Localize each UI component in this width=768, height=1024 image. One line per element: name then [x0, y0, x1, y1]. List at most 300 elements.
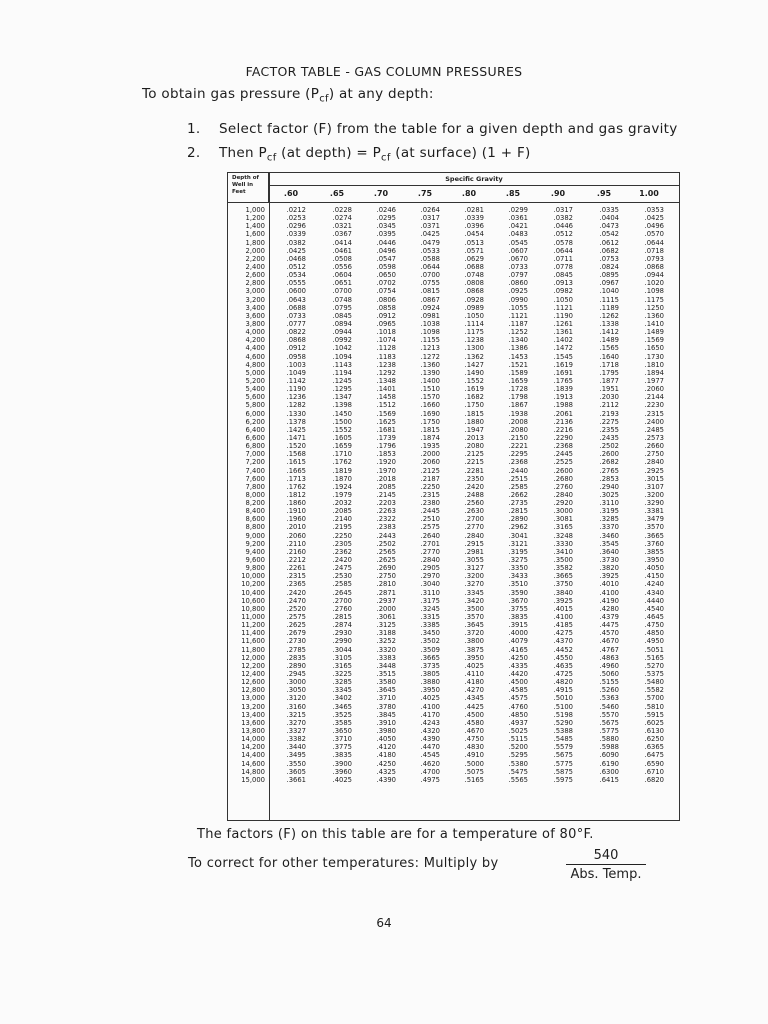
factor-cell: .0682 [599, 246, 619, 255]
factor-cell: .0547 [376, 254, 396, 263]
depth-cell: 14,800 [241, 767, 265, 776]
depth-cell: 6,600 [245, 433, 265, 442]
table-row [228, 206, 679, 214]
factor-cell: .2125 [420, 466, 440, 475]
factor-cell: .3195 [508, 547, 528, 556]
column-header: .85 [505, 189, 521, 198]
table-body [228, 206, 679, 784]
factor-cell: .1003 [286, 360, 306, 369]
factor-cell: .3345 [332, 686, 352, 695]
factor-cell: .3570 [644, 523, 664, 532]
factor-cell: .4180 [376, 751, 396, 760]
factor-cell: .1450 [332, 409, 352, 418]
factor-cell: .2905 [420, 564, 440, 573]
factor-cell: .0860 [508, 279, 528, 288]
factor-cell: .0421 [508, 222, 528, 231]
factor-cell: .3550 [286, 759, 306, 768]
factor-cell: .0253 [286, 214, 306, 223]
factor-cell: .2193 [599, 409, 619, 418]
factor-cell: .4050 [644, 564, 664, 573]
factor-cell: .1042 [332, 344, 352, 353]
factor-cell: .0496 [644, 222, 664, 231]
factor-cell: .0990 [508, 295, 528, 304]
depth-cell: 12,800 [241, 686, 265, 695]
factor-cell: .1189 [599, 303, 619, 312]
factor-cell: .0797 [508, 271, 528, 280]
table-row [228, 279, 679, 287]
factor-cell: .3735 [420, 661, 440, 670]
factor-cell: .3081 [553, 515, 573, 524]
intro-text: To obtain gas pressure $(P_{cf})$ at any depth: [142, 86, 434, 105]
factor-cell: .0571 [464, 246, 484, 255]
factor-cell: .1762 [286, 482, 306, 491]
factor-cell: .0264 [420, 206, 440, 214]
factor-cell: .5165 [464, 775, 484, 784]
factor-cell: .2770 [464, 523, 484, 532]
factor-cell: .1338 [599, 319, 619, 328]
factor-cell: .4100 [553, 613, 573, 622]
factor-cell: .2640 [420, 531, 440, 540]
factor-cell: .3320 [376, 645, 396, 654]
factor-cell: .4500 [464, 710, 484, 719]
factor-cell: .1625 [376, 417, 396, 426]
factor-cell: .5075 [464, 767, 484, 776]
factor-cell: .2420 [332, 556, 352, 565]
factor-cell: .1121 [553, 303, 573, 312]
factor-cell: .5295 [508, 751, 528, 760]
factor-cell: .4540 [644, 604, 664, 613]
factor-cell: .2770 [420, 547, 440, 556]
factor-cell: .3665 [644, 531, 664, 540]
factor-cell: .3370 [599, 523, 619, 532]
specific-gravity-header: Specific Gravity [445, 175, 503, 183]
factor-cell: .5025 [508, 727, 528, 735]
factor-cell: .1490 [464, 368, 484, 377]
factor-cell: .5579 [553, 743, 573, 752]
factor-cell: .3127 [464, 564, 484, 573]
factor-cell: .3245 [420, 604, 440, 613]
factor-cell: .3433 [508, 572, 528, 581]
factor-cell: .3465 [332, 702, 352, 711]
factor-cell: .3285 [599, 515, 619, 524]
column-header: .95 [596, 189, 612, 198]
factor-cell: .4550 [553, 653, 573, 662]
factor-cell: .5200 [508, 743, 528, 752]
factor-cell: .0644 [644, 238, 664, 247]
factor-cell: .1194 [332, 368, 352, 377]
factor-cell: .3270 [286, 718, 306, 727]
page-number: 64 [376, 916, 392, 930]
factor-cell: .1660 [420, 401, 440, 410]
factor-cell: .2140 [332, 515, 352, 524]
factor-cell: .0644 [420, 262, 440, 271]
factor-cell: .6090 [599, 751, 619, 760]
factor-cell: .0944 [644, 271, 664, 280]
factor-cell: .3580 [376, 678, 396, 687]
factor-cell: .2970 [420, 572, 440, 581]
factor-cell: .1894 [644, 368, 664, 377]
table-row [228, 222, 679, 230]
factor-cell: .1400 [420, 376, 440, 385]
factor-cell: .3500 [464, 604, 484, 613]
factor-cell: .1682 [464, 393, 484, 402]
factor-cell: .3840 [553, 588, 573, 597]
factor-cell: .6365 [644, 743, 664, 752]
factor-cell: .3125 [376, 621, 396, 630]
table-row [228, 418, 679, 426]
table-row [228, 743, 679, 751]
factor-cell: .6415 [599, 775, 619, 784]
factor-cell: .1913 [553, 393, 573, 402]
factor-cell: .0404 [599, 214, 619, 223]
factor-cell: .1920 [376, 458, 396, 467]
factor-cell: .2937 [376, 596, 396, 605]
factor-cell: .3515 [376, 670, 396, 679]
factor-cell: .1378 [286, 417, 306, 426]
factor-cell: .3165 [332, 661, 352, 670]
factor-cell: .2485 [644, 425, 664, 434]
factor-cell: .0512 [286, 262, 306, 271]
factor-cell: .2435 [599, 433, 619, 442]
factor-cell: .1055 [508, 303, 528, 312]
factor-cell: .1412 [599, 328, 619, 337]
factor-cell: .3044 [332, 645, 352, 654]
depth-cell: 14,400 [241, 751, 265, 760]
factor-cell: .2275 [599, 417, 619, 426]
table-row [228, 760, 679, 768]
factor-cell: .2440 [508, 466, 528, 475]
factor-cell: .2136 [553, 417, 573, 426]
factor-cell: .0395 [376, 230, 396, 239]
table-row [228, 564, 679, 572]
factor-cell: .0700 [420, 271, 440, 280]
factor-cell: .5915 [644, 710, 664, 719]
factor-cell: .5060 [599, 670, 619, 679]
factor-cell: .0928 [464, 295, 484, 304]
factor-cell: .2261 [286, 564, 306, 573]
factor-cell: .1472 [553, 344, 573, 353]
depth-cell: 9,800 [245, 564, 265, 573]
factor-cell: .2315 [420, 490, 440, 499]
factor-cell: .0755 [420, 279, 440, 288]
factor-cell: .4079 [508, 637, 528, 646]
factor-cell: .2085 [332, 507, 352, 516]
table-row [228, 686, 679, 694]
factor-cell: .3270 [464, 580, 484, 589]
factor-cell: .3110 [599, 499, 619, 508]
temperature-note: The factors (F) on this table are for a temperature of 80°F. [197, 827, 594, 842]
depth-cell: 2,200 [245, 254, 265, 263]
depth-cell: 6,200 [245, 417, 265, 426]
table-row [228, 637, 679, 645]
factor-cell: .1458 [376, 393, 396, 402]
depth-cell: 9,200 [245, 539, 265, 548]
depth-cell: 1,200 [245, 214, 265, 223]
depth-cell: 4,800 [245, 360, 265, 369]
factor-cell: .5010 [553, 694, 573, 703]
factor-cell: .2765 [599, 466, 619, 475]
table-header [228, 173, 679, 203]
table-row [228, 247, 679, 255]
depth-cell: 15,000 [241, 775, 265, 784]
table-row [228, 751, 679, 759]
factor-cell: .2750 [376, 572, 396, 581]
factor-cell: .3040 [420, 580, 440, 589]
factor-cell: .2080 [464, 442, 484, 451]
table-row [228, 768, 679, 776]
factor-cell: .3381 [644, 507, 664, 516]
factor-cell: .3835 [332, 751, 352, 760]
factor-cell: .0534 [286, 271, 306, 280]
factor-cell: .2281 [464, 466, 484, 475]
factor-cell: .4050 [376, 735, 396, 744]
factor-cell: .3055 [464, 556, 484, 565]
table-row [228, 336, 679, 344]
factor-cell: .0777 [286, 319, 306, 328]
step-text: Select factor (F) from the table for a given depth and gas gravity [219, 121, 678, 137]
depth-cell: 5,800 [245, 401, 265, 410]
factor-cell: .0711 [553, 254, 573, 263]
factor-cell: .0296 [286, 222, 306, 231]
factor-cell: .5810 [644, 702, 664, 711]
factor-cell: .0688 [286, 303, 306, 312]
factor-cell: .0845 [553, 271, 573, 280]
factor-cell: .0868 [464, 287, 484, 296]
factor-cell: .4015 [553, 604, 573, 613]
factor-cell: .2315 [644, 409, 664, 418]
factor-cell: .5100 [553, 702, 573, 711]
table-row [228, 385, 679, 393]
depth-cell: 3,400 [245, 303, 265, 312]
factor-cell: .0295 [376, 214, 396, 223]
factor-cell: .1765 [553, 376, 573, 385]
factor-cell: .4915 [553, 686, 573, 695]
factor-cell: .5051 [644, 645, 664, 654]
factor-cell: .4937 [508, 718, 528, 727]
factor-cell: .1935 [420, 442, 440, 451]
table-row [228, 401, 679, 409]
factor-cell: .2730 [286, 637, 306, 646]
factor-cell: .1238 [464, 336, 484, 345]
table-row [228, 719, 679, 727]
factor-cell: .2625 [286, 621, 306, 630]
factor-cell: .1565 [599, 344, 619, 353]
table-row [228, 523, 679, 531]
factor-cell: .1970 [376, 466, 396, 475]
factor-cell: .0339 [464, 214, 484, 223]
factor-cell: .0808 [464, 279, 484, 288]
factor-cell: .3225 [332, 670, 352, 679]
factor-cell: .2030 [599, 393, 619, 402]
factor-cell: .0718 [644, 246, 664, 255]
factor-cell: .1568 [286, 450, 306, 459]
factor-cell: .1762 [332, 458, 352, 467]
factor-cell: .1175 [464, 328, 484, 337]
depth-cell: 11,200 [241, 621, 265, 630]
factor-cell: .2520 [286, 604, 306, 613]
factor-cell: .0339 [286, 230, 306, 239]
factor-cell: .1988 [553, 401, 573, 410]
factor-cell: .0868 [644, 262, 664, 271]
factor-cell: .2061 [553, 409, 573, 418]
factor-cell: .3105 [332, 653, 352, 662]
factor-cell: .2445 [420, 507, 440, 516]
factor-cell: .4470 [420, 743, 440, 752]
table-row [228, 507, 679, 515]
factor-cell: .3590 [508, 588, 528, 597]
factor-cell: .2000 [376, 604, 396, 613]
factor-cell: .2930 [332, 629, 352, 638]
factor-cell: .3500 [553, 556, 573, 565]
factor-cell: .3780 [376, 702, 396, 711]
factor-cell: .4760 [508, 702, 528, 711]
factor-cell: .3915 [508, 621, 528, 630]
factor-cell: .0588 [420, 254, 440, 263]
factor-cell: .1619 [553, 360, 573, 369]
column-header: 1.00 [639, 189, 659, 198]
depth-cell: 4,600 [245, 352, 265, 361]
table-row [228, 621, 679, 629]
factor-cell: .3110 [420, 588, 440, 597]
table-row [228, 515, 679, 523]
depth-cell: 1,400 [245, 222, 265, 231]
factor-cell: .0670 [508, 254, 528, 263]
factor-cell: .2150 [508, 433, 528, 442]
factor-cell: .0299 [508, 206, 528, 214]
factor-cell: .2420 [464, 482, 484, 491]
depth-cell: 13,800 [241, 727, 265, 735]
factor-cell: .3640 [599, 547, 619, 556]
factor-cell: .1853 [376, 450, 396, 459]
factor-cell: .4750 [644, 621, 664, 630]
factor-cell: .4750 [464, 735, 484, 744]
factor-cell: .1098 [420, 328, 440, 337]
factor-cell: .3950 [420, 686, 440, 695]
depth-cell: 3,000 [245, 287, 265, 296]
factor-cell: .4110 [464, 670, 484, 679]
factor-cell: .1520 [286, 442, 306, 451]
factor-cell: .2470 [286, 596, 306, 605]
factor-cell: .1115 [599, 295, 619, 304]
factor-cell: .1401 [376, 385, 396, 394]
factor-cell: .1589 [508, 368, 528, 377]
factor-cell: .1947 [464, 425, 484, 434]
factor-cell: .1619 [464, 385, 484, 394]
table-row [228, 214, 679, 222]
factor-cell: .3730 [599, 556, 619, 565]
depth-cell: 10,400 [241, 588, 265, 597]
factor-cell: .2230 [644, 401, 664, 410]
depth-cell: 3,800 [245, 319, 265, 328]
factor-cell: .1018 [376, 328, 396, 337]
factor-cell: .2585 [508, 482, 528, 491]
factor-cell: .4165 [508, 645, 528, 654]
factor-cell: .0513 [464, 238, 484, 247]
factor-cell: .2290 [553, 433, 573, 442]
factor-cell: .2785 [286, 645, 306, 654]
factor-cell: .2368 [553, 442, 573, 451]
factor-cell: .3495 [286, 751, 306, 760]
factor-cell: .2525 [553, 458, 573, 467]
factor-cell: .0858 [376, 303, 396, 312]
factor-cell: .4425 [464, 702, 484, 711]
factor-cell: .0924 [420, 303, 440, 312]
depth-cell: 14,000 [241, 735, 265, 744]
factor-cell: .2250 [420, 482, 440, 491]
factor-cell: .3120 [286, 694, 306, 703]
factor-cell: .0912 [286, 344, 306, 353]
factor-cell: .5775 [553, 759, 573, 768]
factor-cell: .2680 [553, 474, 573, 483]
depth-cell: 4,000 [245, 328, 265, 337]
factor-cell: .2488 [464, 490, 484, 499]
factor-cell: .1650 [644, 344, 664, 353]
table-row [228, 727, 679, 735]
factor-cell: .1910 [286, 507, 306, 516]
depth-cell: 1,600 [245, 230, 265, 239]
table-row [228, 499, 679, 507]
factor-cell: .2216 [553, 425, 573, 434]
factor-cell: .4390 [376, 775, 396, 784]
factor-cell: .1815 [464, 409, 484, 418]
factor-cell: .5363 [599, 694, 619, 703]
factor-cell: .2662 [508, 490, 528, 499]
factor-cell: .1050 [553, 295, 573, 304]
factor-cell: .1819 [332, 466, 352, 475]
factor-cell: .5975 [553, 775, 573, 784]
factor-cell: .4390 [420, 735, 440, 744]
factor-cell: .0353 [644, 206, 664, 214]
factor-cell: .3880 [420, 678, 440, 687]
column-header: .80 [461, 189, 477, 198]
factor-cell: .0367 [332, 230, 352, 239]
factor-cell: .3410 [553, 547, 573, 556]
factor-cell: .1569 [644, 336, 664, 345]
depth-cell: 11,400 [241, 629, 265, 638]
table-row [228, 304, 679, 312]
factor-cell: .6130 [644, 727, 664, 735]
factor-cell: .1512 [376, 401, 396, 410]
correction-fraction [566, 848, 646, 882]
factor-cell: .0335 [599, 206, 619, 214]
factor-cell: .4950 [644, 637, 664, 646]
factor-cell: .0989 [464, 303, 484, 312]
factor-cell: .3050 [286, 686, 306, 695]
factor-cell: .3188 [376, 629, 396, 638]
table-row [228, 703, 679, 711]
factor-cell: .2573 [644, 433, 664, 442]
factor-cell: .3755 [508, 604, 528, 613]
factor-cell: .2920 [553, 499, 573, 508]
depth-cell: 2,000 [245, 246, 265, 255]
factor-cell: .3252 [376, 637, 396, 646]
factor-cell: .2840 [644, 458, 664, 467]
depth-cell: 7,400 [245, 466, 265, 475]
depth-cell: 14,600 [241, 759, 265, 768]
fraction-denominator: Abs. Temp. [570, 867, 642, 882]
factor-cell: .2700 [464, 515, 484, 524]
factor-cell: .3041 [508, 531, 528, 540]
factor-cell: .4025 [420, 694, 440, 703]
depth-cell: 12,200 [241, 661, 265, 670]
factor-cell: .5155 [599, 678, 619, 687]
factor-cell: .1750 [464, 401, 484, 410]
factor-cell: .0733 [286, 311, 306, 320]
factor-cell: .2355 [599, 425, 619, 434]
factor-cell: .2990 [332, 637, 352, 646]
factor-cell: .0473 [599, 222, 619, 231]
factor-cell: .0895 [599, 271, 619, 280]
